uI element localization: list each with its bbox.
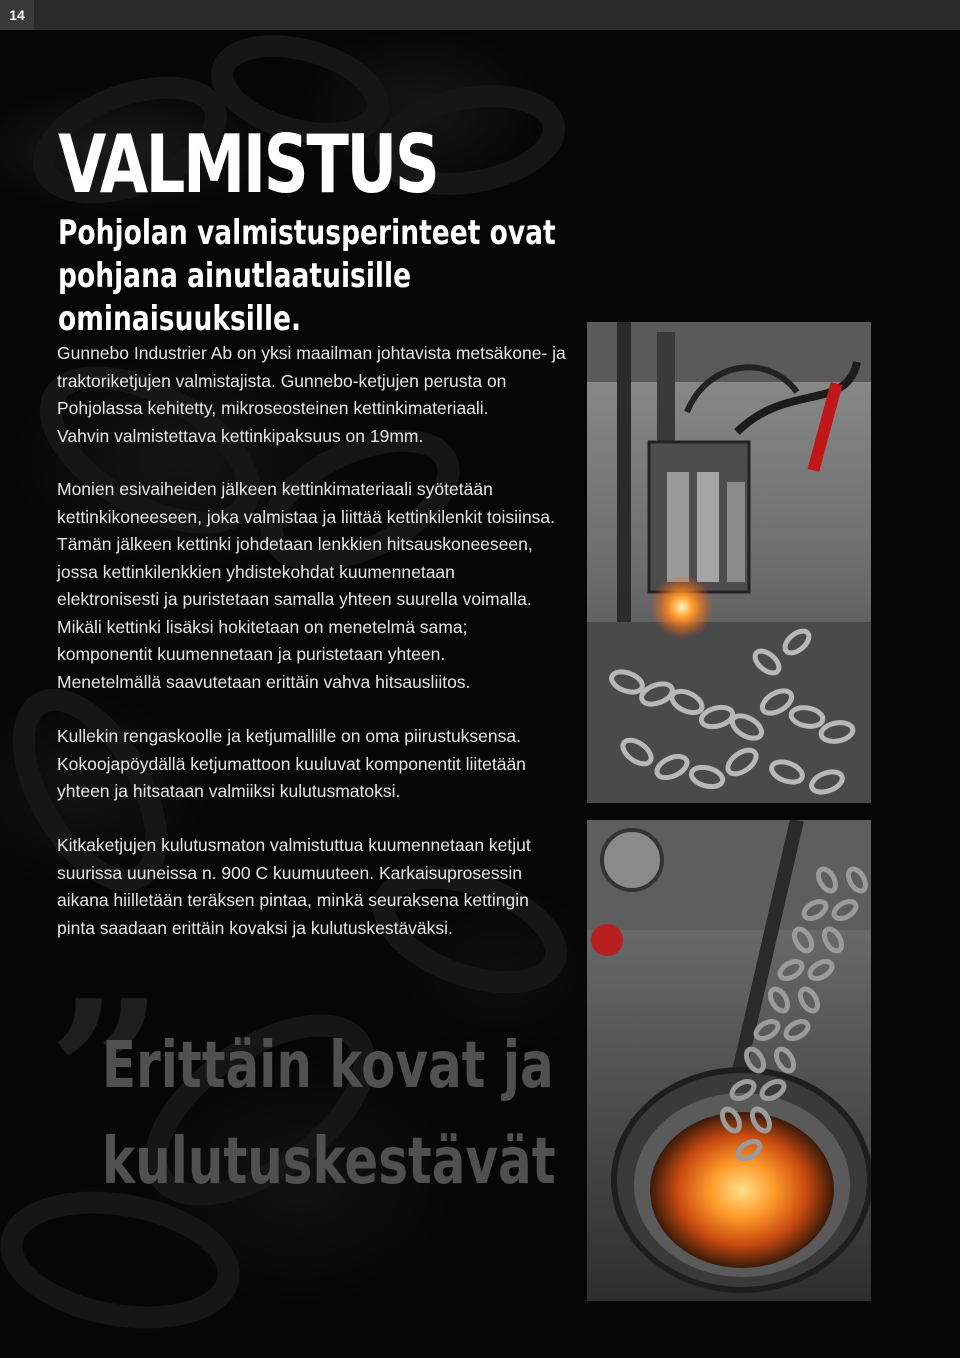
pull-quote-line-1: Erittäin kovat ja	[102, 1029, 554, 1103]
text-line: Tämän jälkeen kettinki johdetaan lenkkien hitsauskoneeseen,	[57, 534, 533, 554]
top-bar	[0, 0, 960, 30]
text-line: traktoriketjujen valmistajista. Gunnebo-ketjujen perusta on	[57, 370, 507, 391]
paragraph-drawings	[57, 723, 577, 806]
text-line: Kitkaketjujen kulutusmaton valmistuttua kuumennetaan ketjut	[57, 835, 531, 855]
paragraph-process	[57, 476, 577, 696]
text-line: kettinkikoneeseen, joka valmistaa ja liittää kettinkilenkit toisiinsa.	[57, 506, 556, 527]
text-line: komponentit kuumennetaan ja puristetaan yhteen.	[57, 644, 446, 664]
text-line: Mikäli kettinki lisäksi hokitetaan on menetelmä sama;	[57, 616, 468, 637]
pull-quote-line-2: kulutuskestävät	[102, 1125, 556, 1199]
paragraph-hardening	[57, 832, 577, 942]
pull-quote	[102, 1018, 648, 1210]
text-line: Gunnebo Industrier Ab on yksi maailman johtavista metsäkone- ja	[57, 343, 566, 363]
page-number: 14	[0, 0, 34, 30]
page-title: VALMISTUS	[58, 118, 438, 211]
text-line: jossa kettinkilenkkien yhdistekohdat kuumennetaan	[57, 561, 455, 582]
text-line: yhteen ja hitsataan valmiiksi kulutusmatoksi.	[57, 781, 401, 801]
text-line: Monien esivaiheiden jälkeen kettinkimateriaali syötetään	[57, 479, 493, 499]
text-line: pinta saadaan erittäin kovaksi ja kulutuskestäväksi.	[57, 917, 453, 938]
text-line: Kullekin rengaskoolle ja ketjumallille on oma piirustuksensa.	[57, 726, 521, 746]
welding-machine-photo	[587, 322, 871, 803]
text-line: Pohjolassa kehitetty, mikroseosteinen kettinkimateriaali.	[57, 398, 489, 418]
subtitle-line-1: Pohjolan valmistusperinteet ovat	[58, 213, 556, 253]
text-line: elektronisesti ja puristetaan samalla yhteen suurella voimalla.	[57, 589, 532, 609]
subtitle-line-2: pohjana ainutlaatuisille ominaisuuksille.	[58, 256, 412, 339]
text-line: Vahvin valmistettava kettinkipaksuus on 19mm.	[57, 425, 424, 446]
page-subtitle	[58, 212, 651, 341]
paragraph-intro	[57, 340, 577, 450]
text-line: suurissa uuneissa n. 900 C kuumuuteen. Karkaisuprosessin	[57, 862, 522, 883]
quote-mark-icon: ”	[48, 957, 164, 1192]
text-line: aikana hiilletään teräksen pintaa, minkä seuraksena kettingin	[57, 890, 529, 910]
text-line: Menetelmällä saavutetaan erittäin vahva hitsausliitos.	[57, 671, 471, 692]
text-line: Kokoojapöydällä ketjumattoon kuuluvat komponentit liitetään	[57, 753, 526, 774]
